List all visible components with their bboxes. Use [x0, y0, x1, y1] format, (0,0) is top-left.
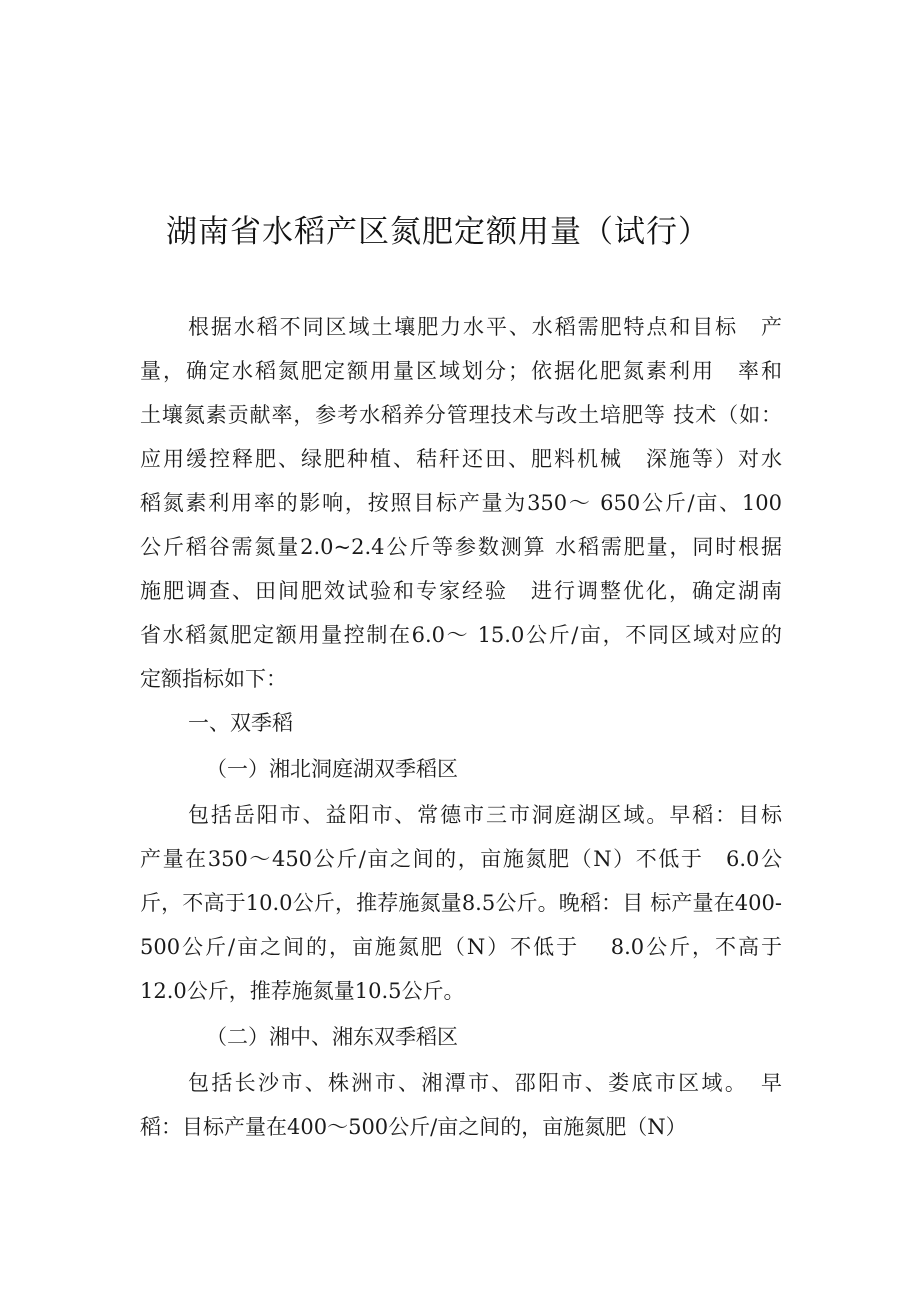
intro-line-3: 土壤氮素贡献率，参考水稻养分管理技术与改土培肥等 技术（如： [140, 403, 782, 427]
intro-line-6: 公斤稻谷需氮量2.0~2.4公斤等参数测算 水稻需肥量，同时根据 [140, 535, 782, 559]
sub2-line-2: 稻：目标产量在400～500公斤/亩之间的，亩施氮肥（N） [140, 1115, 687, 1139]
sub1-line-3: 斤，不高于10.0公斤，推荐施氮量8.5公斤。晚稻：目 标产量在400- [140, 891, 782, 915]
sub1-line-5: 12.0公斤，推荐施氮量10.5公斤。 [140, 979, 465, 1003]
section-heading-double-season-rice: 一、双季稻 [188, 711, 293, 735]
intro-line-9: 定额指标如下： [140, 667, 287, 691]
intro-line-7: 施肥调查、田间肥效试验和专家经验 进行调整优化，确定湖南 [140, 579, 782, 603]
sub1-line-2: 产量在350～450公斤/亩之间的，亩施氮肥（N）不低于 6.0公 [140, 847, 782, 871]
sub1-line-1: 包括岳阳市、益阳市、常德市三市洞庭湖区域。早稻：目标 [188, 803, 782, 827]
intro-line-8: 省水稻氮肥定额用量控制在6.0～ 15.0公斤/亩，不同区域对应的 [140, 623, 782, 647]
subsection-heading-1: （一）湘北洞庭湖双季稻区 [206, 757, 458, 781]
intro-line-1: 根据水稻不同区域土壤肥力水平、水稻需肥特点和目标 产 [188, 315, 782, 339]
sub1-line-4: 500公斤/亩之间的，亩施氮肥（N）不低于 8.0公斤，不高于 [140, 935, 782, 959]
intro-line-4: 应用缓控释肥、绿肥种植、秸秆还田、肥料机械 深施等）对水 [140, 447, 782, 471]
intro-line-5: 稻氮素利用率的影响，按照目标产量为350～ 650公斤/亩、100 [140, 491, 782, 515]
subsection-heading-2: （二）湘中、湘东双季稻区 [206, 1025, 458, 1049]
sub2-line-1: 包括长沙市、株洲市、湘潭市、邵阳市、娄底市区域。 早 [188, 1071, 782, 1095]
document-title: 湖南省水稻产区氮肥定额用量（试行） [166, 214, 710, 250]
intro-line-2: 量，确定水稻氮肥定额用量区域划分；依据化肥氮素利用 率和 [140, 359, 782, 383]
